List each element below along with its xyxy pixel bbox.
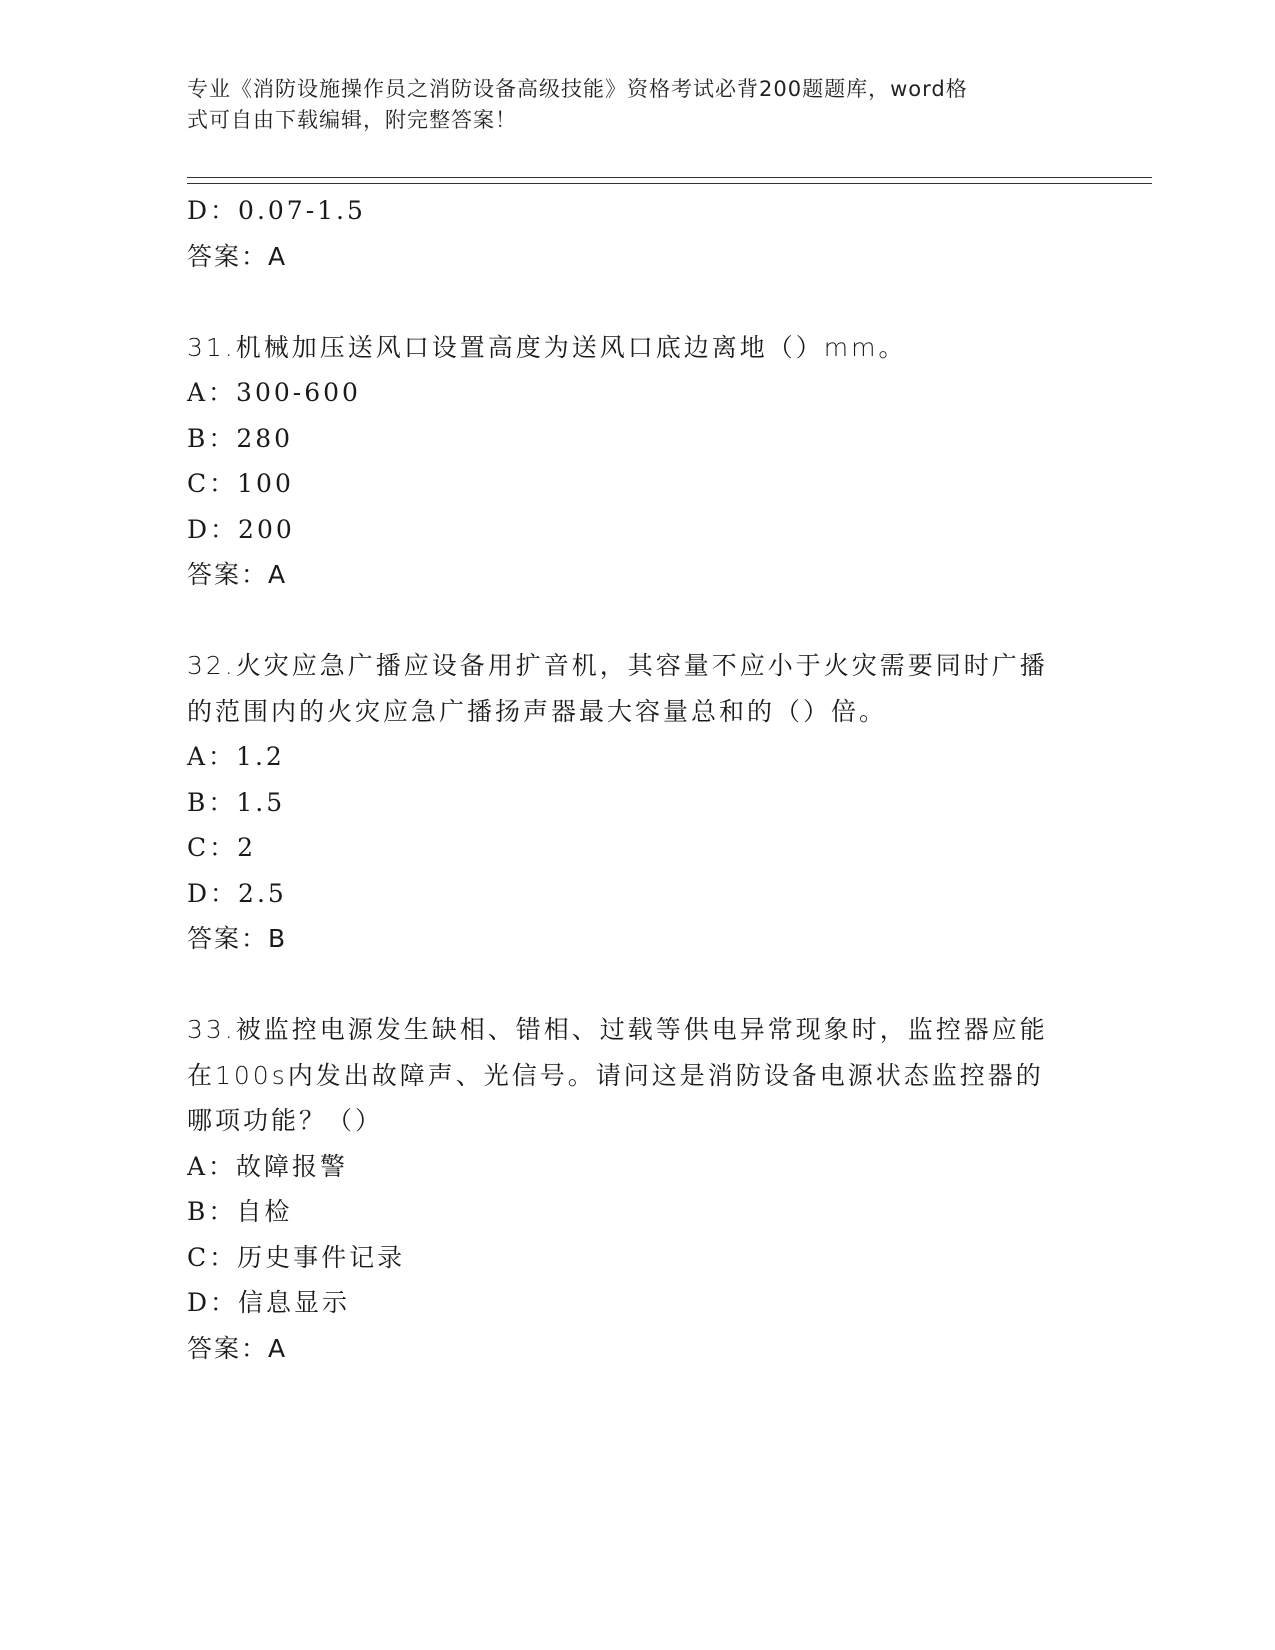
header-line-2: 式可自由下载编辑，附完整答案！ [187,108,517,132]
option-d: D：信息显示 [187,1288,351,1317]
option-a: A：1.2 [187,742,285,771]
question-text: 的范围内的火灾应急广播扬声器最大容量总和的（）倍。 [187,696,888,726]
answer-line: 答案：B [187,924,288,953]
question-text: 33.被监控电源发生缺相、错相、过载等供电异常现象时，监控器应能 [187,1015,1048,1044]
option-c: C：历史事件记录 [187,1242,406,1272]
question-text: 在100s内发出故障声、光信号。请问这是消防设备电源状态监控器的 [187,1060,1044,1090]
spacer [187,962,1087,1008]
question-content [187,188,1087,1371]
question-31 [187,325,1087,598]
answer-line: 答案：A [187,560,288,589]
previous-question-tail [187,188,1087,279]
option-a: A：300-600 [187,378,361,407]
option-c: C：2 [187,833,257,862]
question-33 [187,1007,1087,1371]
header-divider-top [187,177,1152,178]
option-d: D：0.07-1.5 [187,196,366,225]
spacer [187,279,1087,325]
option-b: B：1.5 [187,787,286,817]
option-b: B：自检 [187,1197,293,1226]
answer-line: 答案：A [187,1333,288,1363]
document-header [187,74,1067,136]
option-c: C：100 [187,469,294,498]
question-text: 32.火灾应急广播应设备用扩音机，其容量不应小于火灾需要同时广播 [187,651,1048,680]
option-d: D：200 [187,514,295,544]
question-text: 哪项功能？（） [187,1106,384,1135]
question-32 [187,643,1087,962]
option-a: A：故障报警 [187,1151,349,1181]
header-divider-bottom [187,183,1152,184]
question-text: 31.机械加压送风口设置高度为送风口底边离地（）mm。 [187,332,907,362]
spacer [187,598,1087,644]
header-line-1: 专业《消防设施操作员之消防设备高级技能》资格考试必背200题题库，word格 [187,77,968,101]
option-b: B：280 [187,423,294,453]
answer-line: 答案：A [187,241,288,271]
option-d: D：2.5 [187,878,287,908]
